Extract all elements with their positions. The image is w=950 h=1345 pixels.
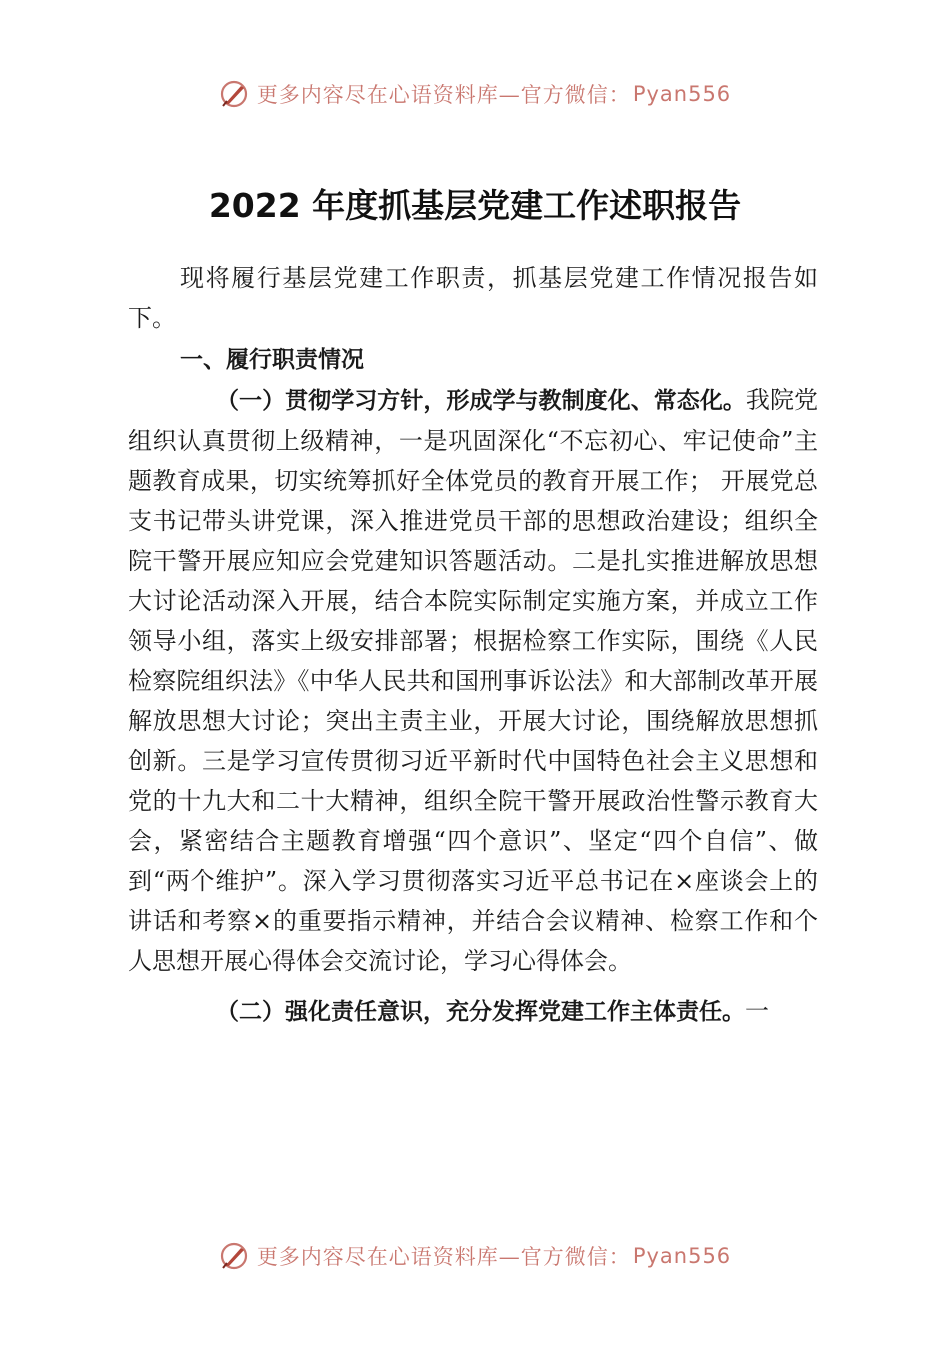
subsection-1-body: 我院党组织认真贯彻上级精神，一是巩固深化“不忘初心、牢记使命”主题教育成果，切实统筹抓好全体党员的教育开展工作； 开展党总支书记带头讲党课，深入推进党员干部的思想政治建设；组织全院干警开展应知应会党建知识答题活动。二是扎实推进解放思想大讨论活动深入开展，结合本院实际制定实施方案，并成立工作领导小组，落实上级安排部署；根据检察工作实际，围绕《人民检察院组织法》《中华人民共和国刑事诉讼法》和大部制改革开展解放思想大讨论；突出主责主业，开展大讨论，围绕解放思想抓创新。三是学习宣传贯彻习近平新时代中国特色社会主义思想和党的十九大和二十大精神，组织全院干警开展政治性警示教育大会，紧密结合主题教育增强“四个意识”、坚定“四个自信”、做到“两个维护”。深入学习贯彻落实习近平总书记在×座谈会上的讲话和考察×的重要指示精神，并结合会议精神、检察工作和个人思想开展心得体会交流讨论，学习心得体会。 [128, 386, 819, 975]
subsection-2-paragraph [128, 991, 818, 1032]
subsection-1-paragraph [128, 380, 818, 981]
section-heading-1: 一、履行职责情况 [180, 347, 364, 373]
quill-pen-icon [219, 79, 249, 109]
watermark-text: 更多内容尽在心语资料库—官方微信： [256, 83, 631, 107]
quill-pen-icon [219, 1241, 249, 1271]
intro-paragraph: 现将履行基层党建工作职责，抓基层党建工作情况报告如下。 [128, 264, 818, 332]
subsection-2-heading: （二）强化责任意识，充分发挥党建工作主体责任。 [216, 999, 745, 1025]
document-title: 2022 年度抓基层党建工作述职报告 [208, 186, 742, 225]
watermark-header [0, 74, 950, 114]
watermark-wechat-id: Pyan556 [632, 82, 732, 106]
watermark-wechat-id: Pyan556 [632, 1244, 732, 1268]
document-body [128, 258, 818, 1032]
watermark-text: 更多内容尽在心语资料库—官方微信： [256, 1245, 631, 1269]
subsection-2-body: 一 [745, 997, 769, 1025]
subsection-1-heading: （一）贯彻学习方针，形成学与教制度化、常态化。 [216, 388, 746, 414]
watermark-footer [0, 1236, 950, 1276]
